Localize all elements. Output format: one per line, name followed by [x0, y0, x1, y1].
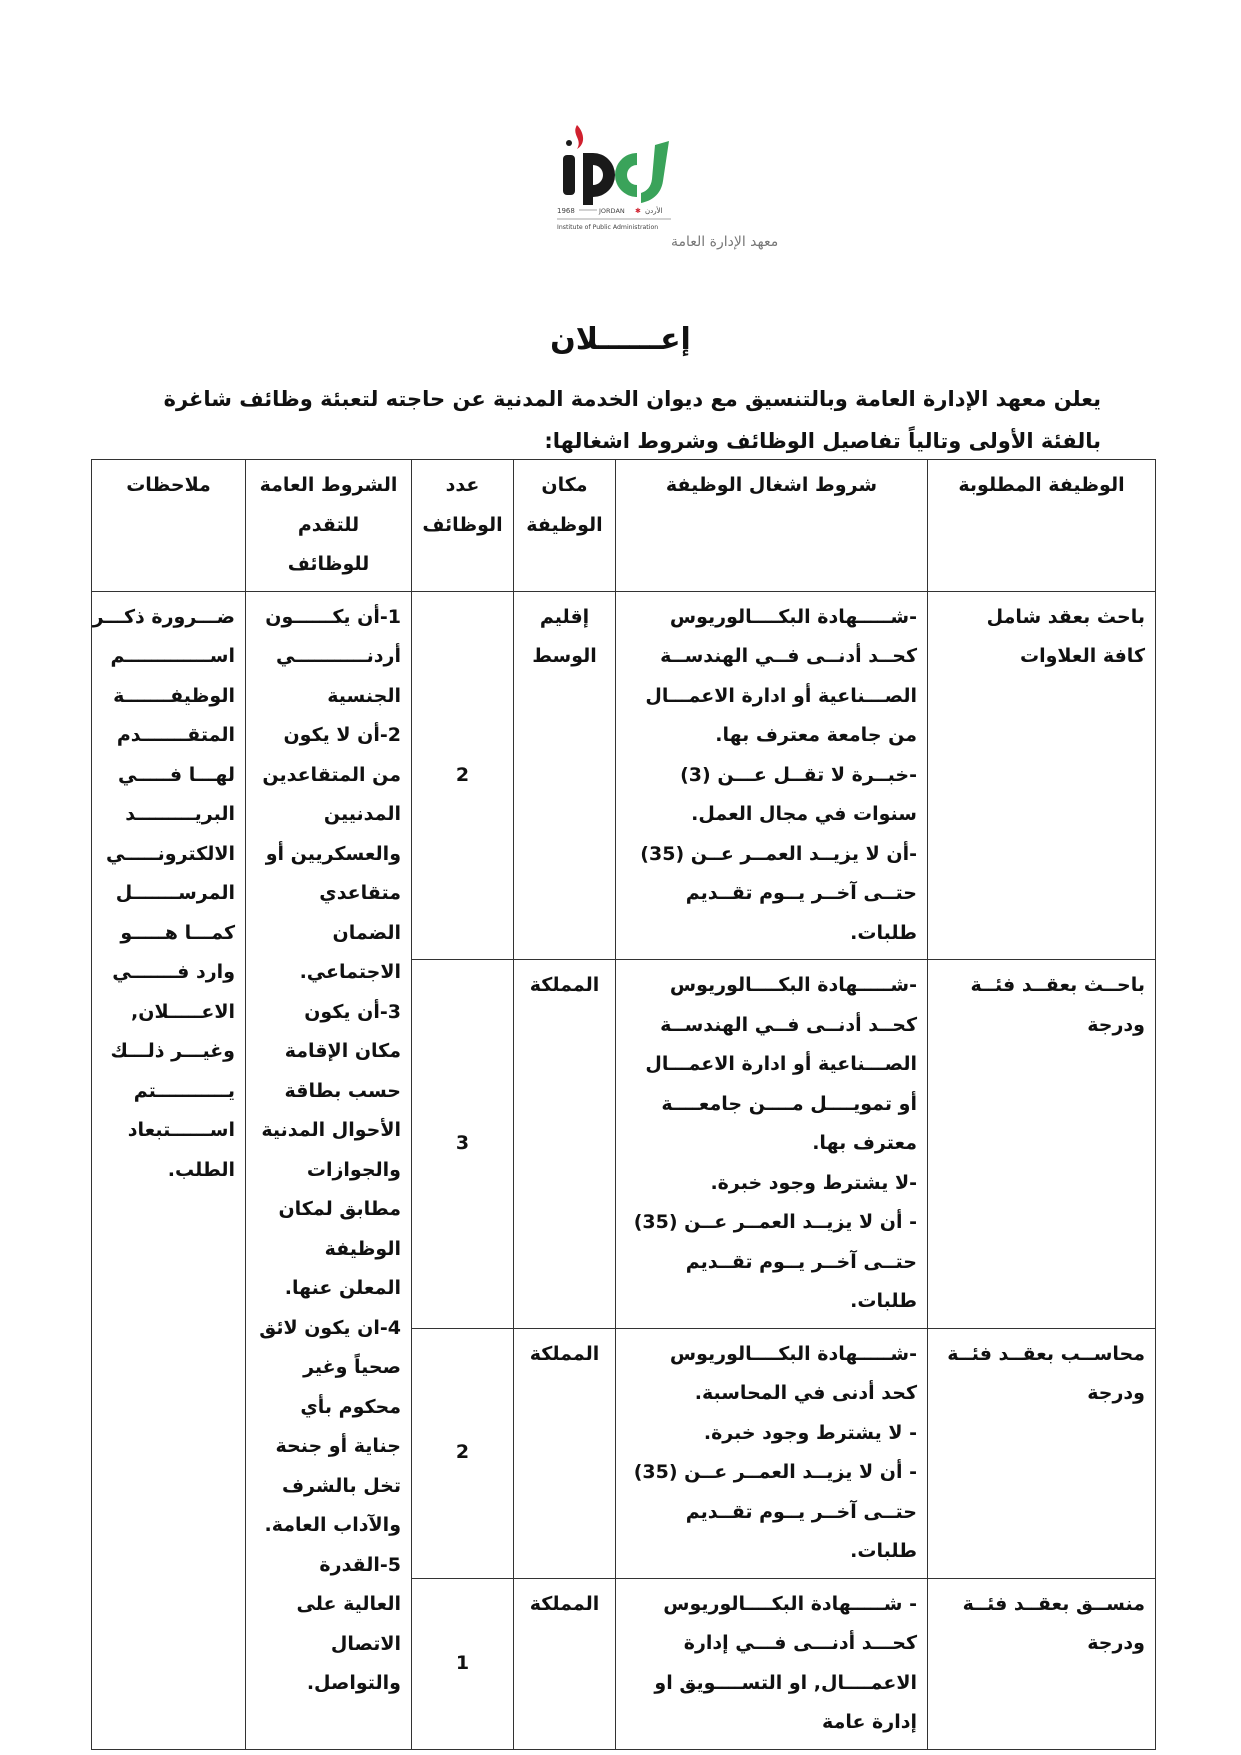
job-conditions-cell: -شـــــهادة البكــــالوريوس كحــد أدنــى فــي الهندســة الصـــناعية أو ادارة الاعمـــال أو تمويــــل مــــن جامعــــة معترف بها. -لا يشترط وجود خبرة. - أن لا يزيــد العمــر عــن (35) حتــى آخــر يــوم تقــديم طلبات.: [616, 960, 928, 1329]
logo-country-ar: الأردن: [645, 207, 663, 215]
job-conditions-cell: -شـــــهادة البكــــالوريوس كحــد أدنــى فــي الهندســة الصـــناعية أو ادارة الاعمـــال من جامعة معترف بها. -خبــرة لا تقــل عـــن (3) سنوات في مجال العمل. -أن لا يزيــد العمــر عــن (35) حتــى آخــر يــوم تقــديم طلبات.: [616, 591, 928, 960]
table-header-row: [92, 460, 1156, 592]
header-general-conditions: الشروط العامة للتقدم للوظائف: [246, 460, 412, 592]
notes-cell: ضـــرورة ذكـــر اســـــــــــــم الوظيفـــــــة المتقـــــــدم لهـــا فـــــي البريـــــــــد الالكترونـــــي المرســـــــل كمـــا هـــــو وارد فـــــــي الاعـــــلان, وغيـــر ذلـــك يـــــــــــتم اســــــتبعاد الطلب.: [92, 591, 246, 1749]
letter-i-shape: [563, 155, 575, 195]
job-place-cell: إقليم الوسط: [514, 591, 616, 960]
ipa-logo-icon: [553, 113, 779, 273]
logo-name-en: Institute of Public Administration: [557, 224, 659, 231]
header-place: مكان الوظيفة: [514, 460, 616, 592]
header-notes: ملاحظات: [92, 460, 246, 592]
letter-a-bowl: [615, 153, 637, 197]
ipa-logo: [553, 113, 779, 273]
job-place-cell: المملكة: [514, 960, 616, 1329]
job-count-cell: 1: [412, 1578, 514, 1749]
job-place-cell: المملكة: [514, 1328, 616, 1578]
intro-line: بالفئة الأولى وتالياً تفاصيل الوظائف وشروط اشغالها:: [544, 429, 1101, 453]
header-conditions: شروط اشغال الوظيفة: [616, 460, 928, 592]
logo-name-ar: معهد الإدارة العامة: [671, 234, 779, 250]
general-conditions-cell: 1-أن يكــــــون أردنـــــــــــي الجنسية 2-أن لا يكون من المتقاعدين المدنيين والعسكريين أو متقاعدي الضمان الاجتماعي. 3-أن يكون مكان الإقامة حسب بطاقة الأحوال المدنية والجوازات مطابق لمكان الوظيفة المعلن عنها. 4-ان يكون لائق صحياً وغير محكوم بأي جناية أو جنحة تخل بالشرف والآداب العامة. 5-القدرة العالية على الاتصال والتواصل.: [246, 591, 412, 1749]
jobs-table: [91, 459, 1156, 1750]
logo-year: 1968: [557, 207, 575, 215]
job-title-cell: محاســب بعقــد فئــة ودرجة: [928, 1328, 1156, 1578]
job-title-cell: منســق بعقــد فئــة ودرجة: [928, 1578, 1156, 1749]
job-place-cell: المملكة: [514, 1578, 616, 1749]
logo-country-en: JORDAN: [599, 207, 625, 215]
job-conditions-cell: -شـــــهادة البكــــالوريوس كحد أدنى في المحاسبة. - لا يشترط وجود خبرة. - أن لا يزيــد العمــر عــن (35) حتــى آخــر يــوم تقــديم طلبات.: [616, 1328, 928, 1578]
job-title-cell: باحث بعقد شامل كافة العلاوات: [928, 591, 1156, 960]
letter-a-stem: [641, 141, 669, 203]
job-count-cell: 2: [412, 591, 514, 960]
star-icon: ✱: [635, 207, 641, 215]
letter-p-stem: [583, 153, 593, 205]
intro-line: يعلن معهد الإدارة العامة وبالتنسيق مع ديوان الخدمة المدنية عن حاجته لتعبئة وظائف شاغرة: [163, 387, 1101, 411]
announcement-title: إعــــــلان: [550, 322, 691, 357]
header-job: الوظيفة المطلوبة: [928, 460, 1156, 592]
job-count-cell: 3: [412, 960, 514, 1329]
flame-shape: [575, 125, 583, 149]
job-conditions-cell: - شـــــهادة البكــــالوريوس كحـــد أدنـــى فـــي إدارة الاعمــــال, او التســــويق او إدارة عامة: [616, 1578, 928, 1749]
table-row: [92, 591, 1156, 960]
header-count: عدد الوظائف: [412, 460, 514, 592]
torch-dot: [566, 140, 572, 146]
job-count-cell: 2: [412, 1328, 514, 1578]
announcement-intro: [140, 378, 1101, 462]
letter-p-bowl: [593, 153, 615, 197]
job-title-cell: باحــث بعقــد فئــة ودرجة: [928, 960, 1156, 1329]
